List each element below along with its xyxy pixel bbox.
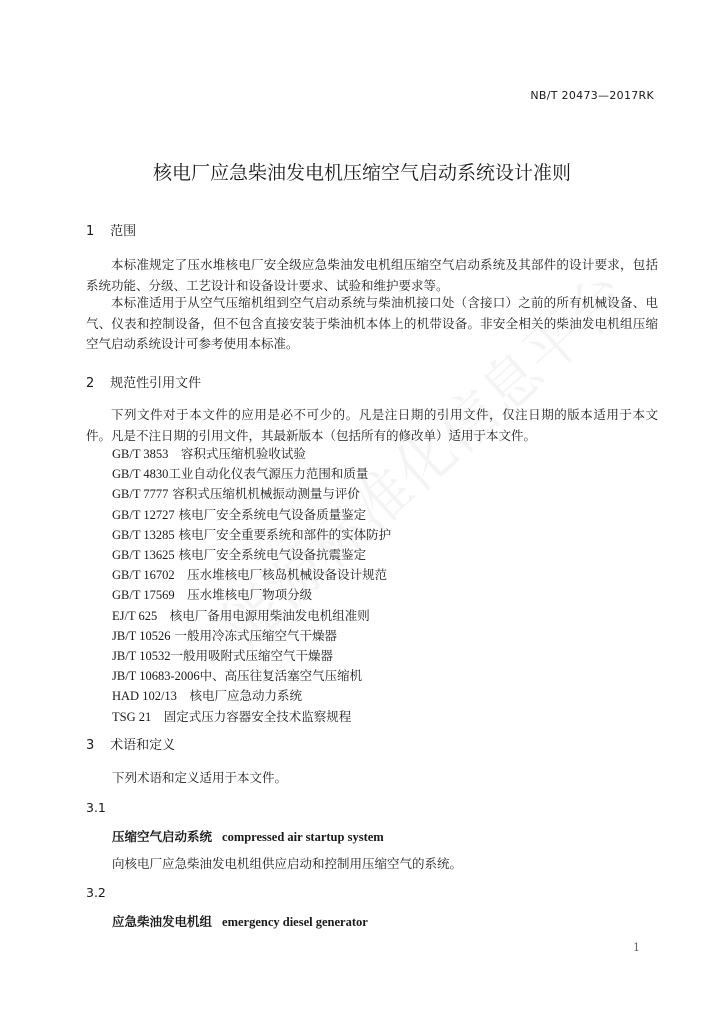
list-item: JB/T 10526 一般用冷冻式压缩空气干燥器	[112, 627, 337, 643]
list-item: HAD 102/13 核电厂应急动力系统	[112, 688, 302, 704]
term-chinese: 压缩空气启动系统	[112, 829, 213, 844]
section-number: 3	[86, 738, 95, 753]
term-entry	[112, 827, 384, 845]
section-number: 1	[86, 224, 95, 239]
document-title: 核电厂应急柴油发电机压缩空气启动系统设计准则	[152, 162, 571, 184]
list-item: GB/T 13285 核电厂安全重要系统和部件的实体防护	[112, 526, 392, 542]
scope-paragraph-1: 本标准规定了压水堆核电厂安全级应急柴油发电机组压缩空气启动系统及其部件的设计要求，包括系统功能、分级、工艺设计和设备设计要求、试验和维护要求等。	[86, 257, 658, 293]
standard-code: NB/T 20473—2017RK	[530, 89, 654, 102]
section-2-heading	[86, 372, 201, 391]
list-item: GB/T 12727 核电厂安全系统电气设备质量鉴定	[112, 506, 367, 522]
list-item: TSG 21 固定式压力容器安全技术监察规程	[112, 708, 352, 724]
list-item: GB/T 17569 压水堆核电厂物项分级	[112, 587, 313, 603]
list-item: GB/T 4830工业自动化仪表气源压力范围和质量	[112, 466, 369, 482]
reference-list	[112, 444, 391, 727]
terms-intro: 下列术语和定义适用于本文件。	[112, 770, 288, 785]
list-item: EJ/T 625 核电厂备用电源用柴油发电机组准则	[112, 607, 370, 623]
list-item: GB/T 16702 压水堆核电厂核岛机械设备设计规范	[112, 567, 388, 583]
scope-paragraph-2: 本标准适用于从空气压缩机组到空气启动系统与柴油机接口处（含接口）之前的所有机械设备、电气、仪表和控制设备，但不包含直接安装于柴油机本体上的机带设备。非安全相关的柴油发电机组压缩空气启动系统设计可参考使用本标准。	[86, 295, 658, 351]
section-1-heading	[86, 220, 136, 239]
list-item: JB/T 10683-2006中、高压往复活塞空气压缩机	[112, 668, 363, 684]
term-entry	[112, 912, 368, 930]
page-number: 1	[633, 941, 640, 954]
list-item: GB/T 7777 容积式压缩机机械振动测量与评价	[112, 486, 360, 502]
list-item: JB/T 10532一般用吸附式压缩空气干燥器	[112, 648, 333, 664]
term-english: emergency diesel generator	[222, 915, 368, 929]
clause-number: 3.2	[86, 885, 106, 900]
section-title: 规范性引用文件	[110, 376, 202, 391]
list-item: GB/T 13625 核电厂安全系统电气设备抗震鉴定	[112, 547, 367, 563]
term-definition: 向核电厂应急柴油发电机组供应启动和控制用压缩空气的系统。	[112, 856, 463, 871]
section-title: 术语和定义	[110, 738, 176, 753]
section-3-heading	[86, 734, 175, 753]
section-number: 2	[86, 376, 95, 391]
section-title: 范围	[110, 224, 137, 239]
term-english: compressed air startup system	[222, 830, 384, 844]
clause-number: 3.1	[86, 800, 106, 815]
references-intro: 下列文件对于本文件的应用是必不可少的。凡是注日期的引用文件，仅注日期的版本适用于本文件。凡是不注日期的引用文件，其最新版本（包括所有的修改单）适用于本文件。	[86, 407, 658, 443]
term-chinese: 应急柴油发电机组	[112, 914, 213, 929]
list-item: GB/T 3853 容积式压缩机验收试验	[112, 446, 306, 461]
